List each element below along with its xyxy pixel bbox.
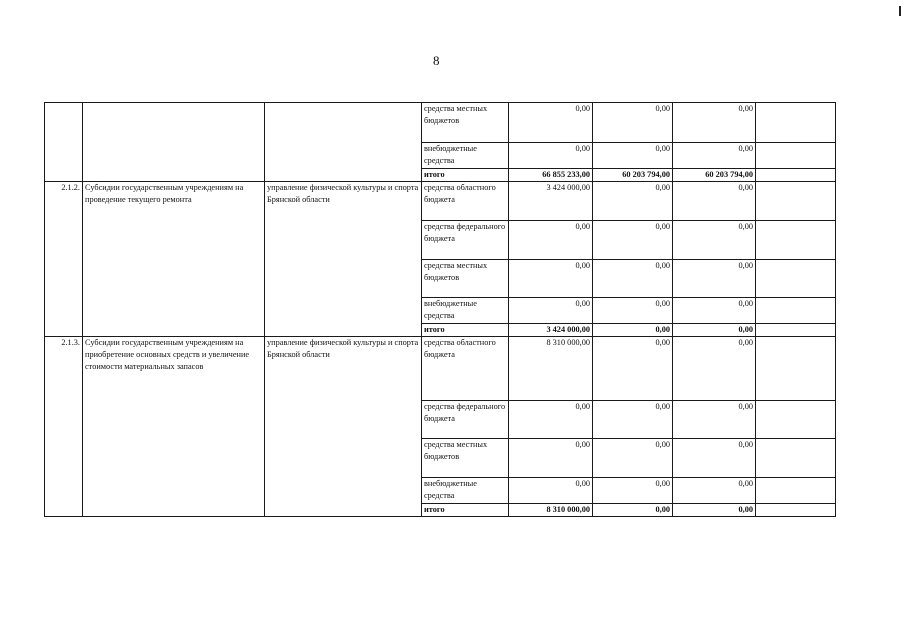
total-label: итого bbox=[422, 169, 509, 182]
empty-cell bbox=[756, 182, 836, 221]
scan-edge-mark bbox=[899, 6, 901, 16]
empty-cell bbox=[756, 221, 836, 260]
item-code: 2.1.3. bbox=[45, 337, 83, 517]
empty-cell bbox=[756, 439, 836, 478]
item-code: 2.1.2. bbox=[45, 182, 83, 337]
value-cell: 0,00 bbox=[673, 260, 756, 298]
value-cell: 0,00 bbox=[593, 221, 673, 260]
value-cell: 0,00 bbox=[673, 182, 756, 221]
value-cell: 0,00 bbox=[509, 143, 593, 169]
value-cell: 0,00 bbox=[593, 182, 673, 221]
value-cell: 0,00 bbox=[673, 439, 756, 478]
total-value: 3 424 000,00 bbox=[509, 324, 593, 337]
total-label: итого bbox=[422, 324, 509, 337]
total-value: 60 203 794,00 bbox=[593, 169, 673, 182]
empty-cell bbox=[756, 401, 836, 439]
value-cell: 0,00 bbox=[509, 298, 593, 324]
empty-cell bbox=[756, 504, 836, 517]
executor-cell bbox=[265, 103, 422, 182]
source-label: средства федерального бюджета bbox=[422, 401, 509, 439]
item-executor: управление физической культуры и спорта Брянской области bbox=[265, 182, 422, 337]
total-value: 0,00 bbox=[593, 324, 673, 337]
value-cell: 0,00 bbox=[593, 103, 673, 143]
value-cell: 0,00 bbox=[593, 337, 673, 401]
value-cell: 0,00 bbox=[673, 478, 756, 504]
value-cell: 0,00 bbox=[673, 143, 756, 169]
value-cell: 0,00 bbox=[593, 439, 673, 478]
value-cell: 0,00 bbox=[593, 401, 673, 439]
value-cell: 8 310 000,00 bbox=[509, 337, 593, 401]
total-value: 60 203 794,00 bbox=[673, 169, 756, 182]
total-value: 0,00 bbox=[673, 504, 756, 517]
value-cell: 0,00 bbox=[593, 143, 673, 169]
source-label: средства местных бюджетов bbox=[422, 439, 509, 478]
source-label: внебюджетные средства bbox=[422, 143, 509, 169]
empty-cell bbox=[756, 169, 836, 182]
value-cell: 0,00 bbox=[673, 298, 756, 324]
empty-cell bbox=[756, 324, 836, 337]
empty-cell bbox=[756, 103, 836, 143]
empty-cell bbox=[756, 337, 836, 401]
total-value: 66 855 233,00 bbox=[509, 169, 593, 182]
item-name: Субсидии государственным учреждениям на проведение текущего ремонта bbox=[83, 182, 265, 337]
source-label: средства федерального бюджета bbox=[422, 221, 509, 260]
source-label: внебюджетные средства bbox=[422, 298, 509, 324]
empty-cell bbox=[756, 260, 836, 298]
table-row bbox=[45, 182, 836, 221]
empty-cell bbox=[756, 298, 836, 324]
code-cell bbox=[45, 103, 83, 182]
source-label: внебюджетные средства bbox=[422, 478, 509, 504]
item-executor: управление физической культуры и спорта Брянской области bbox=[265, 337, 422, 517]
source-label: средства областного бюджета bbox=[422, 337, 509, 401]
value-cell: 0,00 bbox=[673, 103, 756, 143]
value-cell: 0,00 bbox=[673, 221, 756, 260]
source-label: средства областного бюджета bbox=[422, 182, 509, 221]
value-cell: 0,00 bbox=[509, 401, 593, 439]
value-cell: 0,00 bbox=[673, 401, 756, 439]
value-cell: 3 424 000,00 bbox=[509, 182, 593, 221]
value-cell: 0,00 bbox=[593, 298, 673, 324]
total-value: 0,00 bbox=[593, 504, 673, 517]
source-label: средства местных бюджетов bbox=[422, 103, 509, 143]
value-cell: 0,00 bbox=[673, 337, 756, 401]
item-name: Субсидии государственным учреждениям на приобретение основных средств и увеличение стоимости материальных запасов bbox=[83, 337, 265, 517]
table-row bbox=[45, 337, 836, 401]
total-value: 0,00 bbox=[673, 324, 756, 337]
value-cell: 0,00 bbox=[509, 221, 593, 260]
total-label: итого bbox=[422, 504, 509, 517]
value-cell: 0,00 bbox=[593, 478, 673, 504]
value-cell: 0,00 bbox=[509, 103, 593, 143]
table-row bbox=[45, 103, 836, 143]
page-number: 8 bbox=[433, 53, 440, 68]
value-cell: 0,00 bbox=[509, 478, 593, 504]
empty-cell bbox=[756, 478, 836, 504]
empty-cell bbox=[756, 143, 836, 169]
source-label: средства местных бюджетов bbox=[422, 260, 509, 298]
total-value: 8 310 000,00 bbox=[509, 504, 593, 517]
value-cell: 0,00 bbox=[509, 260, 593, 298]
value-cell: 0,00 bbox=[593, 260, 673, 298]
value-cell: 0,00 bbox=[509, 439, 593, 478]
budget-table bbox=[44, 102, 836, 517]
name-cell bbox=[83, 103, 265, 182]
